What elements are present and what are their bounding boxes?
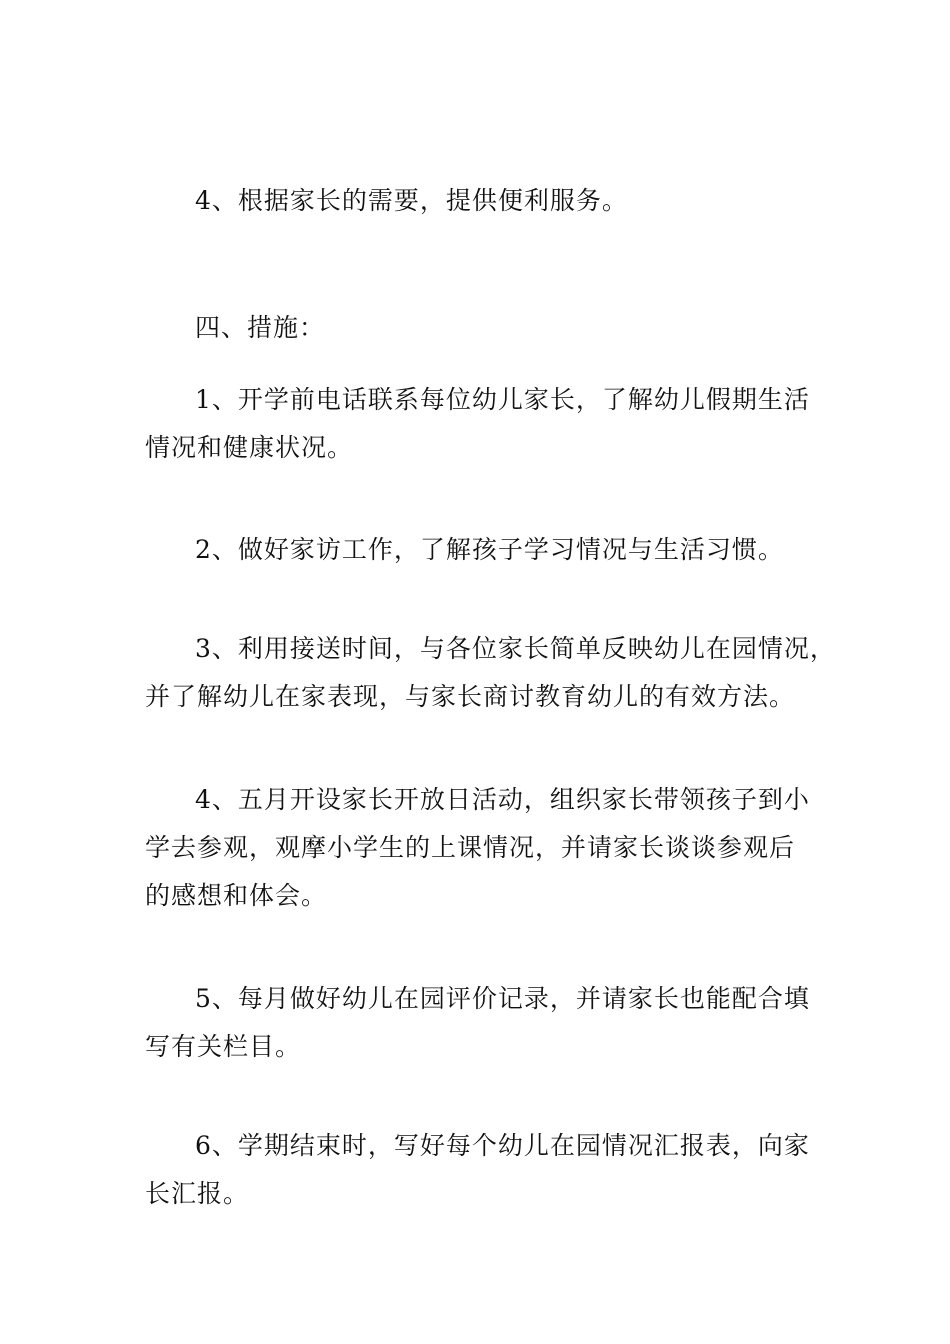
paragraph-line: 2、做好家访工作，了解孩子学习情况与生活习惯。 <box>195 535 784 564</box>
paragraph-measure-1 <box>145 376 845 472</box>
paragraph-line: 长汇报。 <box>145 1179 250 1208</box>
paragraph-measure-5 <box>145 975 845 1071</box>
paragraph-line: 3、利用接送时间，与各位家长简单反映幼儿在园情况， <box>195 634 836 663</box>
paragraph-line: 4、根据家长的需要，提供便利服务。 <box>195 186 628 215</box>
section-heading-measures <box>145 304 845 352</box>
paragraph-line: 5、每月做好幼儿在园评价记录，并请家长也能配合填 <box>195 984 810 1013</box>
paragraph-line: 4、五月开设家长开放日活动，组织家长带领孩子到小 <box>195 785 810 814</box>
paragraph-line: 情况和健康状况。 <box>145 433 354 462</box>
paragraph-line: 学去参观，观摩小学生的上课情况，并请家长谈谈参观后 <box>145 833 796 862</box>
paragraph-line: 四、措施： <box>195 313 326 342</box>
paragraph-line: 并了解幼儿在家表现，与家长商讨教育幼儿的有效方法。 <box>145 682 796 711</box>
paragraph-item-4-service <box>145 177 845 225</box>
paragraph-line: 写有关栏目。 <box>145 1032 302 1061</box>
paragraph-measure-4 <box>145 776 845 920</box>
paragraph-line: 1、开学前电话联系每位幼儿家长，了解幼儿假期生活 <box>195 385 810 414</box>
paragraph-measure-6 <box>145 1122 845 1218</box>
paragraph-measure-3 <box>145 625 845 721</box>
paragraph-measure-2 <box>145 526 845 574</box>
paragraph-line: 的感想和体会。 <box>145 881 328 910</box>
paragraph-line: 6、学期结束时，写好每个幼儿在园情况汇报表，向家 <box>195 1131 810 1160</box>
